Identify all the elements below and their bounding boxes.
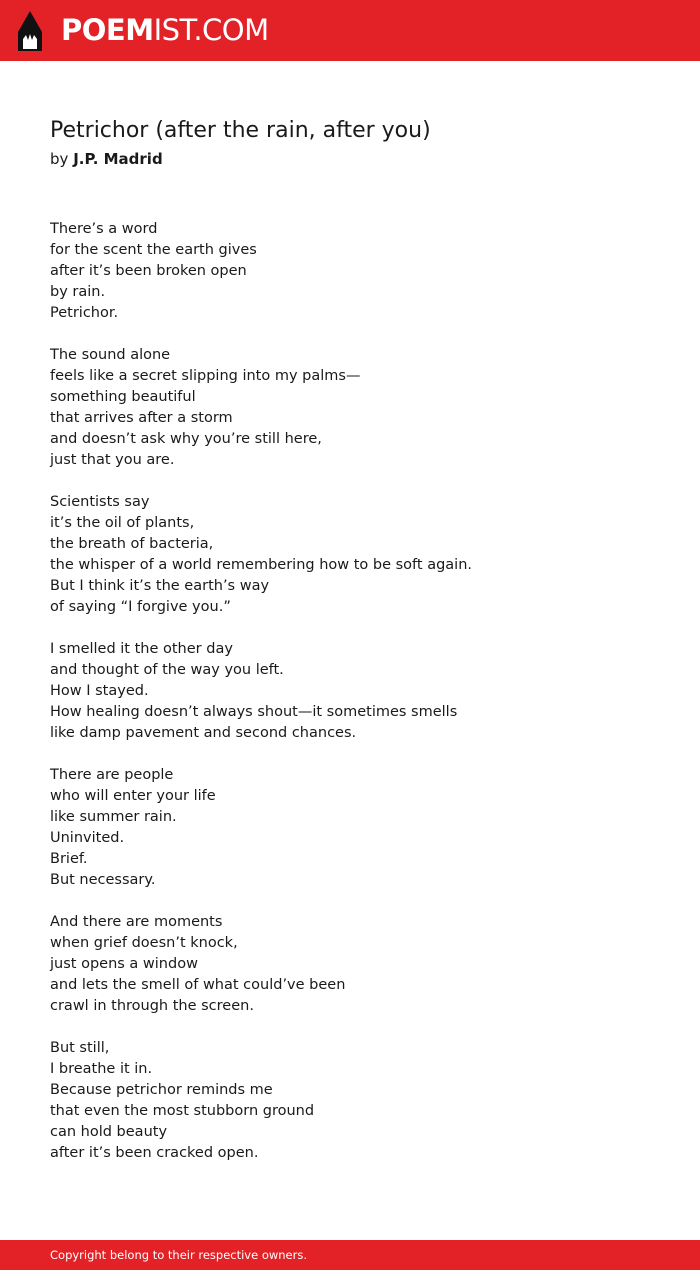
stanza [50, 912, 650, 1017]
stanza [50, 219, 650, 324]
poem-line: just opens a window [50, 956, 198, 972]
poem-line: just that you are. [50, 452, 175, 468]
poem-line: How I stayed. [50, 683, 149, 699]
site-header [0, 0, 700, 61]
stanza [50, 639, 650, 744]
poem-line: something beautiful [50, 389, 196, 405]
poem-line: after it’s been cracked open. [50, 1145, 259, 1161]
poem-line: There are people [50, 767, 174, 783]
pen-nib-icon[interactable] [17, 10, 43, 52]
poem-line: can hold beauty [50, 1124, 168, 1140]
poem-line: I smelled it the other day [50, 641, 233, 657]
poem-line: after it’s been broken open [50, 263, 247, 279]
author-name: J.P. Madrid [73, 150, 163, 168]
poem-line: Uninvited. [50, 830, 125, 846]
stanza [50, 345, 650, 471]
poem-line: by rain. [50, 284, 106, 300]
byline [50, 149, 163, 169]
poem-line: the whisper of a world remembering how to be soft again. [50, 557, 473, 573]
poem-title: Petrichor (after the rain, after you) [50, 118, 431, 143]
poem-line: There’s a word [50, 221, 158, 237]
by-label: by [50, 150, 69, 168]
copyright-text: Copyright belong to their respective owners. [50, 1248, 308, 1262]
poem-line: The sound alone [50, 347, 171, 363]
stanza [50, 492, 650, 618]
poem-line: How healing doesn’t always shout—it sometimes smells [50, 704, 458, 720]
poem-line: and thought of the way you left. [50, 662, 284, 678]
poem-line: Brief. [50, 851, 88, 867]
poem-line: who will enter your life [50, 788, 216, 804]
poem-line: I breathe it in. [50, 1061, 153, 1077]
poem-line: that arrives after a storm [50, 410, 233, 426]
site-footer [0, 1240, 700, 1270]
poem-line: of saying “I forgive you.” [50, 599, 231, 615]
poem-line: it’s the oil of plants, [50, 515, 195, 531]
poem-line: for the scent the earth gives [50, 242, 257, 258]
site-logo[interactable] [61, 12, 269, 48]
poem-line: Scientists say [50, 494, 150, 510]
poem-line: Because petrichor reminds me [50, 1082, 273, 1098]
poem-line: when grief doesn’t knock, [50, 935, 238, 951]
logo-text-light: IST.COM [153, 13, 269, 47]
poem-line: But necessary. [50, 872, 156, 888]
poem-line: And there are moments [50, 914, 223, 930]
poem-line: and doesn’t ask why you’re still here, [50, 431, 322, 447]
stanza [50, 765, 650, 891]
poem-line: the breath of bacteria, [50, 536, 214, 552]
poem-body [50, 219, 650, 1185]
logo-text-bold: POEM [61, 13, 154, 47]
poem-line: crawl in through the screen. [50, 998, 254, 1014]
poem-line: that even the most stubborn ground [50, 1103, 315, 1119]
poem-line: like summer rain. [50, 809, 177, 825]
poem-line: and lets the smell of what could’ve been [50, 977, 346, 993]
stanza [50, 1038, 650, 1164]
poem-line: feels like a secret slipping into my palms— [50, 368, 361, 384]
poem-line: But I think it’s the earth’s way [50, 578, 270, 594]
poem-line: But still, [50, 1040, 110, 1056]
poem-line: Petrichor. [50, 305, 119, 321]
poem-line: like damp pavement and second chances. [50, 725, 357, 741]
